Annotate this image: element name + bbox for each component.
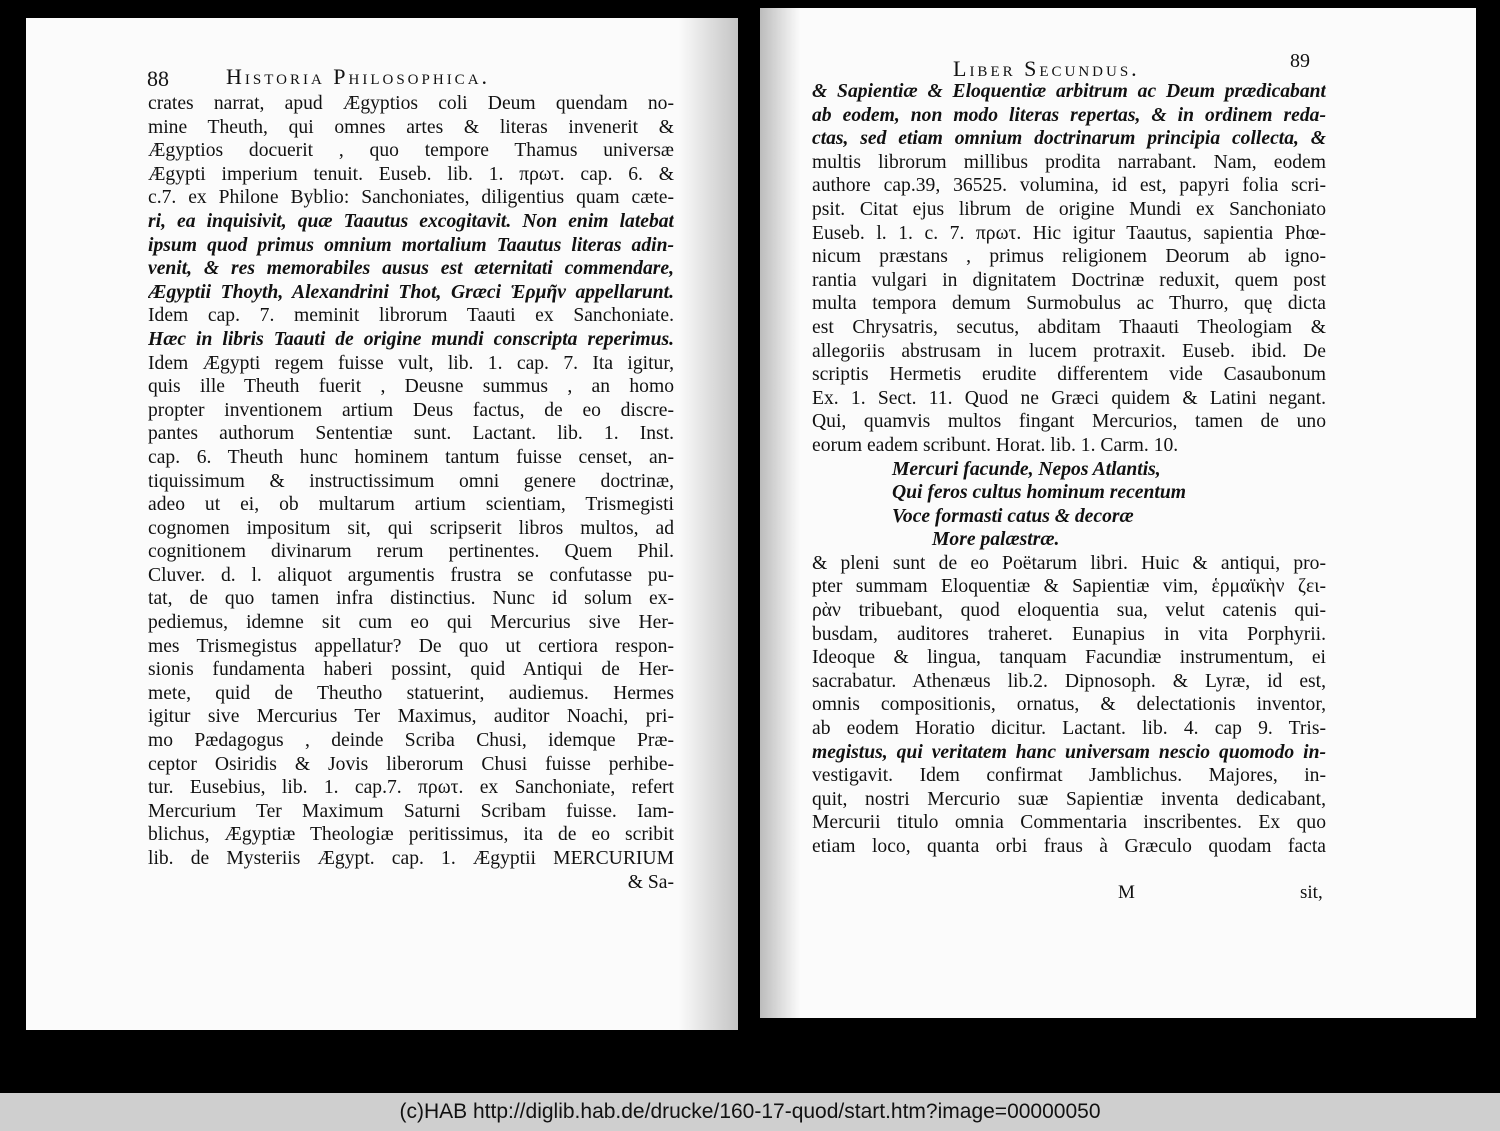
text-line: eorum eadem scribunt. Horat. lib. 1. Carm. 10. (812, 434, 1179, 456)
text-line: Euseb. l. 1. c. 7. πρωτ. Hic igitur Taautus, sapientia Phœ- (812, 222, 1326, 244)
text-line: rantia vulgari in dignitatem Doctrinæ reduxit, quem post (812, 269, 1326, 291)
text-line: quit, nostri Mercurio suæ Sapientiæ inventa dedicabant, (812, 788, 1326, 810)
text-line: scriptis Hermetis erudite differentem vide Casaubonum (812, 364, 1326, 386)
text-line: Cluver. d. l. aliquot argumentis frustra se confutasse pu- (148, 564, 674, 586)
text-line: Ægyptios docuerit , quo tempore Thamus universæ (148, 140, 674, 162)
text-line: allegoriis abstrusam in lucem protraxit. Euseb. ibid. De (812, 340, 1326, 362)
text-line: Ægyptii Thoyth, Alexandrini Thot, Græci Ἑρμῆν appellarunt. (148, 281, 674, 303)
text-line: adeo ut ei, ob multarum artium scientiam, Trismegisti (148, 494, 674, 516)
text-line: mo Pædagogus , deinde Scriba Chusi, idemque Præ- (148, 730, 674, 752)
gutter-shadow (678, 18, 738, 1030)
text-line: est Chrysatris, secutus, abditam Thaauti Theologiam & (812, 316, 1326, 338)
text-line: Ex. 1. Sect. 11. Quod ne Græci quidem & Latini negant. (812, 387, 1326, 409)
text-line: mete, quid de Theutho statuerint, audiemus. Hermes (148, 682, 674, 704)
text-line: Hæc in libris Taauti de origine mundi conscripta reperimus. (148, 328, 674, 350)
text-line: pter summam Eloquentiæ & Sapientiæ vim, ἑρμαϊκὴν ζει- (812, 576, 1326, 598)
text-line: vestigavit. Idem confirmat Jamblichus. Majores, in- (812, 765, 1326, 787)
text-line: multa tempora demum Surmobulus ac Thurro, quę dicta (812, 293, 1326, 315)
text-line: Qui feros cultus hominum recentum (892, 482, 1186, 504)
text-line: blichus, Ægyptiæ Theologiæ peritissimus, ita de eo scribit (148, 824, 674, 846)
text-line: psit. Citat ejus librum de origine Mundi ex Sanchoniato (812, 198, 1326, 220)
text-line: pantes authorum Sententiæ sunt. Lactant. lib. 1. Inst. (148, 423, 674, 445)
text-line: Idem Ægypti regem fuisse vult, lib. 1. cap. 7. Ita igitur, (148, 352, 674, 374)
catchword: sit, (1300, 882, 1323, 903)
signature-mark: M (1118, 882, 1135, 903)
text-line: authore cap.39, 36525. volumina, id est, papyri folia scri- (812, 175, 1326, 197)
right-page (760, 8, 1476, 1018)
text-line: & pleni sunt de eo Poëtarum libri. Huic & antiqui, pro- (812, 552, 1326, 574)
gutter-shadow (760, 8, 800, 1018)
text-line: cognitionem divinarum rerum pertinentes. Quem Phil. (148, 541, 674, 563)
text-line: tur. Eusebius, lib. 1. cap.7. πρωτ. ex Sanchoniate, refert (148, 777, 674, 799)
copyright-footer: (c)HAB http://diglib.hab.de/drucke/160-17-quod/start.htm?image=00000050 (0, 1093, 1500, 1131)
text-line: venit, & res memorabiles ausus est æternitati commendare, (148, 258, 674, 280)
text-line: Ideoque & lingua, tanquam Facundiæ instrumentum, ei (812, 647, 1326, 669)
text-line: quis ille Theuth fuerit , Deusne summus , an homo (148, 376, 674, 398)
text-line: mes Trismegistus appellatur? De quo ut certiora respon- (148, 635, 674, 657)
page-number-right: 89 (1290, 50, 1310, 72)
text-line: tiquissimum & instructissimum omni genere doctrinæ, (148, 470, 674, 492)
text-line: & Sa- (627, 871, 674, 893)
text-line: ri, ea inquisivit, quæ Taautus excogitavit. Non enim latebat (148, 210, 674, 232)
text-line: More palæstræ. (932, 529, 1060, 551)
text-line: ab eodem, non modo literas repertas, & in ordinem reda- (812, 104, 1326, 126)
text-line: ceptor Osiridis & Jovis liberorum Chusi fuisse perhibe- (148, 753, 674, 775)
text-line: mine Theuth, qui omnes artes & literas invenerit & (148, 116, 674, 138)
text-line: multis librorum millibus prodita narrabant. Nam, eodem (812, 151, 1326, 173)
text-line: Idem cap. 7. meminit librorum Taauti ex Sanchoniate. (148, 305, 674, 327)
text-line: cognomen impositum sit, qui scripserit libros multos, ad (148, 517, 674, 539)
text-line: propter inventionem artium Deus factus, de eo discre- (148, 399, 674, 421)
text-line: sacrabatur. Athenæus lib.2. Dipnosoph. & Lyræ, id est, (812, 670, 1326, 692)
page-number-left: 88 (147, 66, 169, 91)
text-line: omnis compositionis, ornatus, & delectationis inventor, (812, 694, 1326, 716)
right-page-text (812, 80, 1326, 859)
text-line: Mercurium Ter Maximum Saturni Scribam fuisse. Iam- (148, 800, 674, 822)
text-line: tat, de quo tamen infra distinctius. Nunc id solum ex- (148, 588, 674, 610)
text-line: ctas, sed etiam omnium doctrinarum principia collecta, & (812, 128, 1326, 150)
left-page-text (148, 92, 674, 894)
text-line: ipsum quod primus omnium mortalium Taautus literas adin- (148, 234, 674, 256)
text-line: ρὰν tribuebant, quod eloquentia sua, velut catenis qui- (812, 600, 1326, 622)
text-line: c.7. ex Philone Byblio: Sanchoniates, diligentius quam cæte- (148, 187, 674, 209)
text-line: Mercuri facunde, Nepos Atlantis, (892, 458, 1161, 480)
text-line: crates narrat, apud Ægyptios coli Deum quendam no- (148, 93, 674, 114)
running-head-left: Historia Philosophica. (226, 64, 491, 89)
text-line: etiam loco, quanta orbi fraus à Græculo quodam facta (812, 836, 1326, 857)
running-head-right: Liber Secundus. (953, 56, 1140, 81)
text-line: sionis fundamenta haberi possint, quid Antiqui de Her- (148, 659, 674, 681)
text-line: & Sapientiæ & Eloquentiæ arbitrum ac Deum prædicabant (812, 81, 1326, 102)
text-line: Voce formasti catus & decoræ (892, 505, 1134, 527)
text-line: busdam, auditores traheret. Eunapius in vita Porphyrii. (812, 623, 1326, 645)
text-line: cap. 6. Theuth hunc hominem tantum fuisse censet, an- (148, 446, 674, 468)
text-line: igitur sive Mercurius Ter Maximus, auditor Noachi, pri- (148, 706, 674, 728)
text-line: Qui, quamvis multos fingant Mercurios, tamen de uno (812, 411, 1326, 433)
text-line: megistus, qui veritatem hanc universam nescio quomodo in- (812, 741, 1326, 763)
text-line: nicum præstans , primus religionem Deorum ab igno- (812, 246, 1326, 268)
left-page (26, 18, 738, 1030)
text-line: ab eodem Horatio dicitur. Lactant. lib. 4. cap 9. Tris- (812, 718, 1326, 740)
text-line: lib. de Mysteriis Ægypt. cap. 1. Ægyptii MERCURIUM (148, 848, 674, 869)
text-line: Mercurii titulo omnia Commentaria inscribentes. Ex quo (812, 812, 1326, 834)
text-line: Ægypti imperium tenuit. Euseb. lib. 1. πρωτ. cap. 6. & (148, 163, 674, 185)
text-line: pediemus, idemne sit cum eo qui Mercurius sive Her- (148, 612, 674, 634)
